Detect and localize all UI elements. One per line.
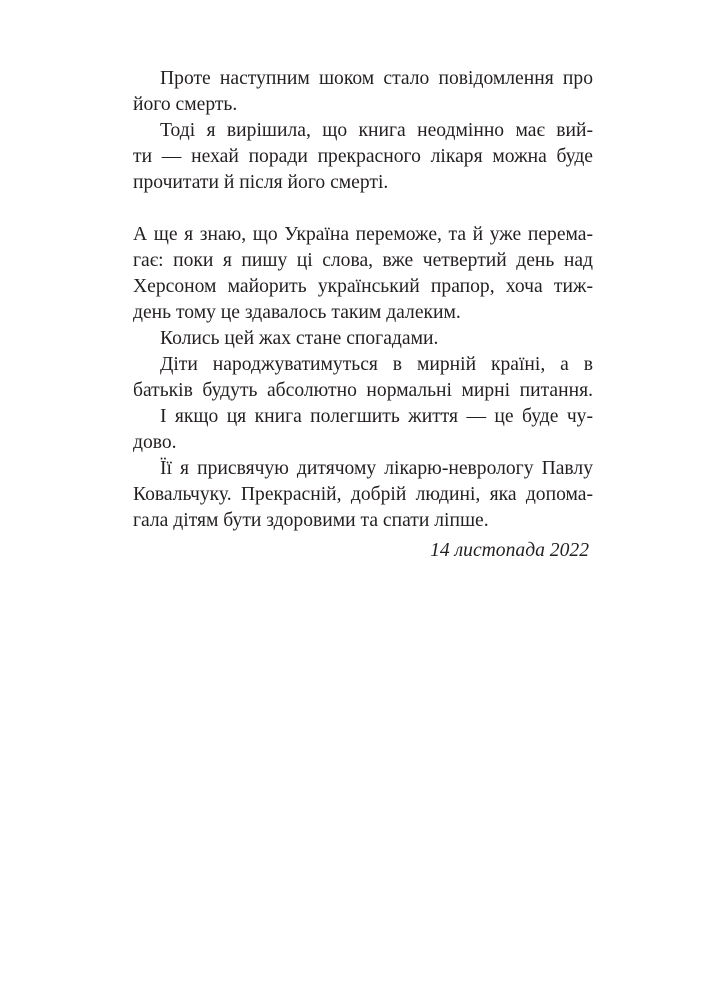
paragraph: [133, 222, 593, 326]
paragraph: [133, 118, 593, 196]
paragraph: [133, 404, 593, 456]
paragraph: [133, 352, 593, 404]
text-line: Діти народжуватимуться в мирній країні, а в: [160, 354, 593, 375]
text-line: Тоді я вирішила, що книга неодмінно має вий-: [160, 120, 593, 141]
page-body: [133, 66, 593, 534]
text-line: Колись цей жах стане спогадами.: [160, 328, 439, 349]
text-line: день тому це здавалось таким далеким.: [133, 302, 461, 323]
date-signature: 14 листопада 2022: [430, 540, 589, 561]
text-line: Її я присвячую дитячому лікарю-неврологу Павлу: [160, 458, 593, 479]
text-line: І якщо ця книга полегшить життя — це буде чу-: [160, 406, 593, 427]
text-line: гала дітям бути здоровими та спати ліпше.: [133, 510, 489, 531]
paragraph: [133, 66, 593, 118]
paragraph: [133, 456, 593, 534]
text-line: Ковальчуку. Прекрасній, добрій людині, яка допома-: [133, 484, 593, 505]
text-line: А ще я знаю, що Україна переможе, та й уже перема-: [133, 224, 593, 245]
text-line: прочитати й після його смерті.: [133, 172, 389, 193]
text-line: його смерть.: [133, 94, 238, 115]
text-line: батьків будуть абсолютно нормальні мирні питання.: [133, 380, 593, 401]
paragraph-spacer: [133, 196, 593, 222]
text-line: гає: поки я пишу ці слова, вже четвертий день над: [133, 250, 593, 271]
text-line: Херсоном майорить український прапор, хоча тиж-: [133, 276, 593, 297]
text-line: ти — нехай поради прекрасного лікаря можна буде: [133, 146, 593, 167]
text-line: дово.: [133, 432, 177, 453]
text-line: Проте наступним шоком стало повідомлення про: [160, 68, 593, 89]
paragraph: [133, 326, 593, 352]
